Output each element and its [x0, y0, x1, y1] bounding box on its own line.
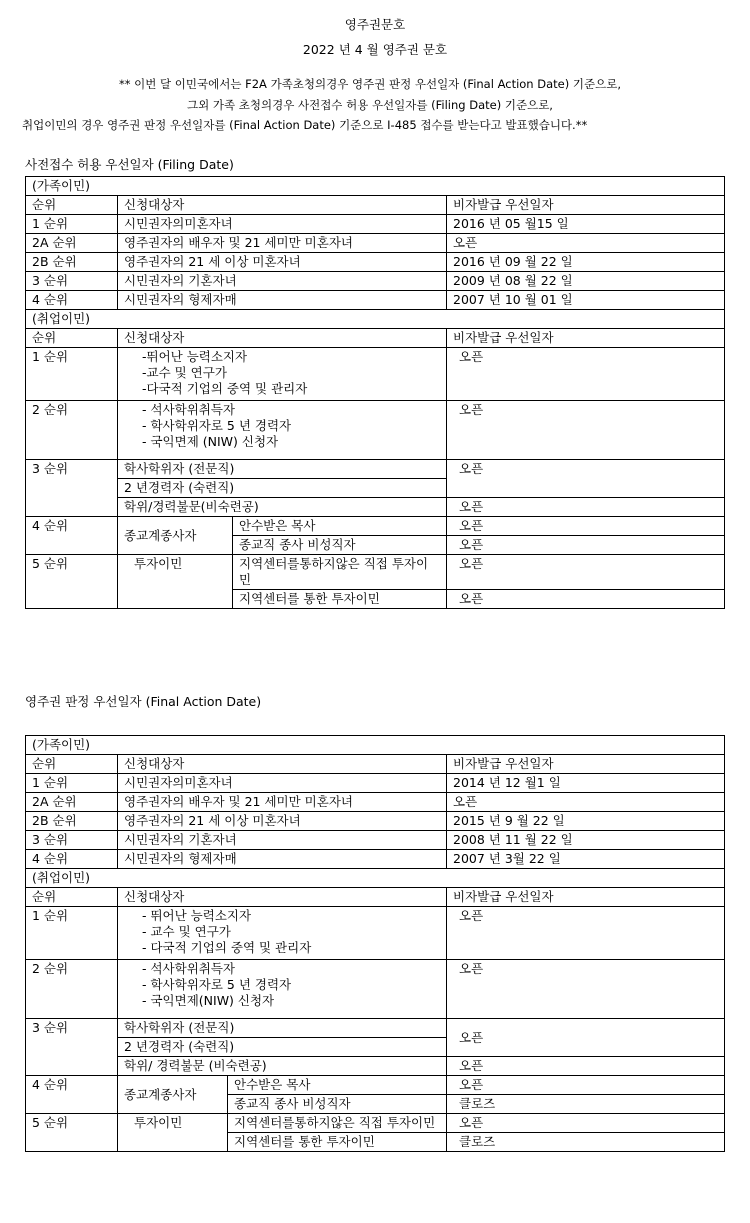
table-row: [26, 401, 725, 460]
table-row: [26, 272, 725, 291]
col-rank-header: 순위: [26, 329, 118, 348]
applicant-cell: 시민권자의미혼자녀: [118, 774, 447, 793]
employment-section-row: [26, 869, 725, 888]
applicant-cell: 2 년경력자 (숙련직): [118, 479, 447, 498]
col-date-header: 비자발급 우선일자: [447, 755, 725, 774]
family-section-row: [26, 736, 725, 755]
notice-line-3: 취업이민의 경우 영주권 판정 우선일자를 (Final Action Date) 기준으로 I-485 접수를 받는다고 발표했습니다.**: [22, 118, 588, 132]
final-action-date-heading: 영주권 판정 우선일자 (Final Action Date): [25, 694, 262, 709]
table-row: [26, 348, 725, 401]
col-rank-header: 순위: [26, 196, 118, 215]
applicant-item: - 석사학위취득자: [142, 402, 236, 417]
date-cell: 오픈: [447, 555, 725, 590]
date-cell: 클로즈: [447, 1133, 725, 1152]
rank-cell: 3 순위: [26, 460, 118, 517]
date-cell: 오픈: [447, 498, 725, 517]
date-cell: 2015 년 9 월 22 일: [447, 812, 725, 831]
date-cell: 2016 년 09 월 22 일: [447, 253, 725, 272]
applicant-item: - 다국적 기업의 중역 및 관리자: [142, 940, 312, 955]
applicant-item: - 학사학위자로 5 년 경력자: [142, 418, 292, 433]
applicant-cell: 종교직 종사 비성직자: [233, 536, 447, 555]
applicant-cell: 안수받은 목사: [233, 517, 447, 536]
notice-line-2: 그외 가족 초청의경우 사전접수 허용 우선일자를 (Filing Date) 기준으로,: [187, 98, 553, 112]
table-row: [26, 498, 725, 517]
rank-cell: 1 순위: [26, 348, 118, 401]
employment-section-row: [26, 310, 725, 329]
date-cell: 오픈: [447, 536, 725, 555]
applicant-cell: [118, 907, 447, 960]
date-cell: 2008 년 11 월 22 일: [447, 831, 725, 850]
table-row: [26, 253, 725, 272]
filing-date-table: [25, 176, 725, 609]
rank-cell: 3 순위: [26, 831, 118, 850]
rank-cell: 4 순위: [26, 850, 118, 869]
applicant-item: -교수 및 연구가: [142, 365, 227, 380]
employment-section-label: (취업이민): [26, 869, 725, 888]
applicant-item: - 학사학위자로 5 년 경력자: [142, 977, 292, 992]
family-section-label: (가족이민): [26, 177, 725, 196]
applicant-cell: 학위/ 경력불문 (비숙련공): [118, 1057, 447, 1076]
col-applicant-header: 신청대상자: [118, 329, 447, 348]
applicant-cell: 지역센터를 통한 투자이민: [228, 1133, 447, 1152]
table-header-row: [26, 196, 725, 215]
applicant-cell: [118, 348, 447, 401]
final-action-date-table: [25, 735, 725, 1152]
applicant-cell: 영주권자의 21 세 이상 미혼자녀: [118, 812, 447, 831]
applicant-cell: 학위/경력불문(비숙련공): [118, 498, 447, 517]
table-header-row: [26, 888, 725, 907]
table-row: [26, 1057, 725, 1076]
rank-cell: 2A 순위: [26, 234, 118, 253]
family-section-label: (가족이민): [26, 736, 725, 755]
rank-cell: 4 순위: [26, 517, 118, 555]
col-date-header: 비자발급 우선일자: [447, 329, 725, 348]
col-rank-header: 순위: [26, 888, 118, 907]
rank-cell: 4 순위: [26, 291, 118, 310]
table-header-row: [26, 755, 725, 774]
date-cell: 오픈: [447, 1019, 725, 1057]
date-cell: 2007 년 3월 22 일: [447, 850, 725, 869]
applicant-cell: 지역센터를통하지않은 직접 투자이민: [233, 555, 447, 590]
rank-cell: 2 순위: [26, 401, 118, 460]
applicant-cell: [118, 401, 447, 460]
applicant-cell: 시민권자의 형제자매: [118, 291, 447, 310]
applicant-item: - 국익면제(NIW) 신청자: [142, 993, 275, 1008]
applicant-cell: 종교직 종사 비성직자: [228, 1095, 447, 1114]
applicant-cell: 학사학위자 (전문직): [118, 1019, 447, 1038]
table-row: [26, 774, 725, 793]
filing-date-heading: 사전접수 허용 우선일자 (Filing Date): [25, 157, 234, 172]
rank-cell: 3 순위: [26, 1019, 118, 1076]
table-row: [26, 517, 725, 536]
rank-cell: 1 순위: [26, 774, 118, 793]
group-cell: 투자이민: [118, 555, 233, 609]
date-cell: 2014 년 12 월1 일: [447, 774, 725, 793]
notice-line-1: ** 이번 달 이민국에서는 F2A 가족초청의경우 영주권 판정 우선일자 (Final Action Date) 기준으로,: [119, 77, 621, 91]
page-title: 영주권문호: [344, 17, 406, 32]
date-cell: 2016 년 05 월15 일: [447, 215, 725, 234]
applicant-cell: 지역센터를 통한 투자이민: [233, 590, 447, 609]
group-cell: 투자이민: [118, 1114, 228, 1152]
date-cell: 오픈: [447, 460, 725, 498]
col-applicant-header: 신청대상자: [118, 755, 447, 774]
page-subtitle: 2022 년 4 월 영주권 문호: [302, 42, 448, 57]
applicant-item: - 뛰어난 능력소지자: [142, 908, 252, 923]
date-cell: 2009 년 08 월 22 일: [447, 272, 725, 291]
applicant-item: - 국익면제 (NIW) 신청자: [142, 434, 279, 449]
date-cell: 오픈: [447, 960, 725, 1019]
applicant-cell: 영주권자의 21 세 이상 미혼자녀: [118, 253, 447, 272]
applicant-cell: 영주권자의 배우자 및 21 세미만 미혼자녀: [118, 234, 447, 253]
group-cell: 종교계종사자: [118, 517, 233, 555]
applicant-cell: 영주권자의 배우자 및 21 세미만 미혼자녀: [118, 793, 447, 812]
table-row: [26, 1076, 725, 1095]
table-row: [26, 831, 725, 850]
group-cell: 종교계종사자: [118, 1076, 228, 1114]
applicant-item: -다국적 기업의 중역 및 관리자: [142, 381, 308, 396]
table-header-row: [26, 329, 725, 348]
applicant-cell: 2 년경력자 (숙련직): [118, 1038, 447, 1057]
applicant-cell: 안수받은 목사: [228, 1076, 447, 1095]
family-section-row: [26, 177, 725, 196]
table-row: [26, 215, 725, 234]
date-cell: 오픈: [447, 1057, 725, 1076]
applicant-item: - 석사학위취득자: [142, 961, 236, 976]
table-row: [26, 460, 725, 479]
applicant-cell: 시민권자의 형제자매: [118, 850, 447, 869]
rank-cell: 2A 순위: [26, 793, 118, 812]
rank-cell: 4 순위: [26, 1076, 118, 1114]
rank-cell: 2B 순위: [26, 253, 118, 272]
applicant-item: - 교수 및 연구가: [142, 924, 231, 939]
rank-cell: 1 순위: [26, 907, 118, 960]
employment-section-label: (취업이민): [26, 310, 725, 329]
date-cell: 오픈: [447, 234, 725, 253]
col-date-header: 비자발급 우선일자: [447, 888, 725, 907]
col-applicant-header: 신청대상자: [118, 196, 447, 215]
date-cell: 오픈: [447, 401, 725, 460]
applicant-item: -뛰어난 능력소지자: [142, 349, 248, 364]
date-cell: 오픈: [447, 1114, 725, 1133]
date-cell: 오픈: [447, 517, 725, 536]
table-row: [26, 1114, 725, 1133]
table-row: [26, 1019, 725, 1038]
date-cell: 오픈: [447, 1076, 725, 1095]
col-date-header: 비자발급 우선일자: [447, 196, 725, 215]
applicant-cell: 지역센터를통하지않은 직접 투자이민: [228, 1114, 447, 1133]
applicant-cell: 시민권자의 기혼자녀: [118, 831, 447, 850]
rank-cell: 2 순위: [26, 960, 118, 1019]
table-row: [26, 812, 725, 831]
table-row: [26, 960, 725, 1019]
table-row: [26, 291, 725, 310]
table-row: [26, 555, 725, 590]
rank-cell: 3 순위: [26, 272, 118, 291]
date-cell: 오픈: [447, 907, 725, 960]
table-row: [26, 793, 725, 812]
date-cell: 2007 년 10 월 01 일: [447, 291, 725, 310]
col-applicant-header: 신청대상자: [118, 888, 447, 907]
applicant-cell: [118, 960, 447, 1019]
applicant-cell: 시민권자의 기혼자녀: [118, 272, 447, 291]
table-row: [26, 907, 725, 960]
rank-cell: 2B 순위: [26, 812, 118, 831]
table-row: [26, 234, 725, 253]
applicant-cell: 시민권자의미혼자녀: [118, 215, 447, 234]
applicant-cell: 학사학위자 (전문직): [118, 460, 447, 479]
rank-cell: 1 순위: [26, 215, 118, 234]
date-cell: 오픈: [447, 793, 725, 812]
rank-cell: 5 순위: [26, 555, 118, 609]
date-cell: 클로즈: [447, 1095, 725, 1114]
table-row: [26, 850, 725, 869]
col-rank-header: 순위: [26, 755, 118, 774]
rank-cell: 5 순위: [26, 1114, 118, 1152]
date-cell: 오픈: [447, 348, 725, 401]
date-cell: 오픈: [447, 590, 725, 609]
